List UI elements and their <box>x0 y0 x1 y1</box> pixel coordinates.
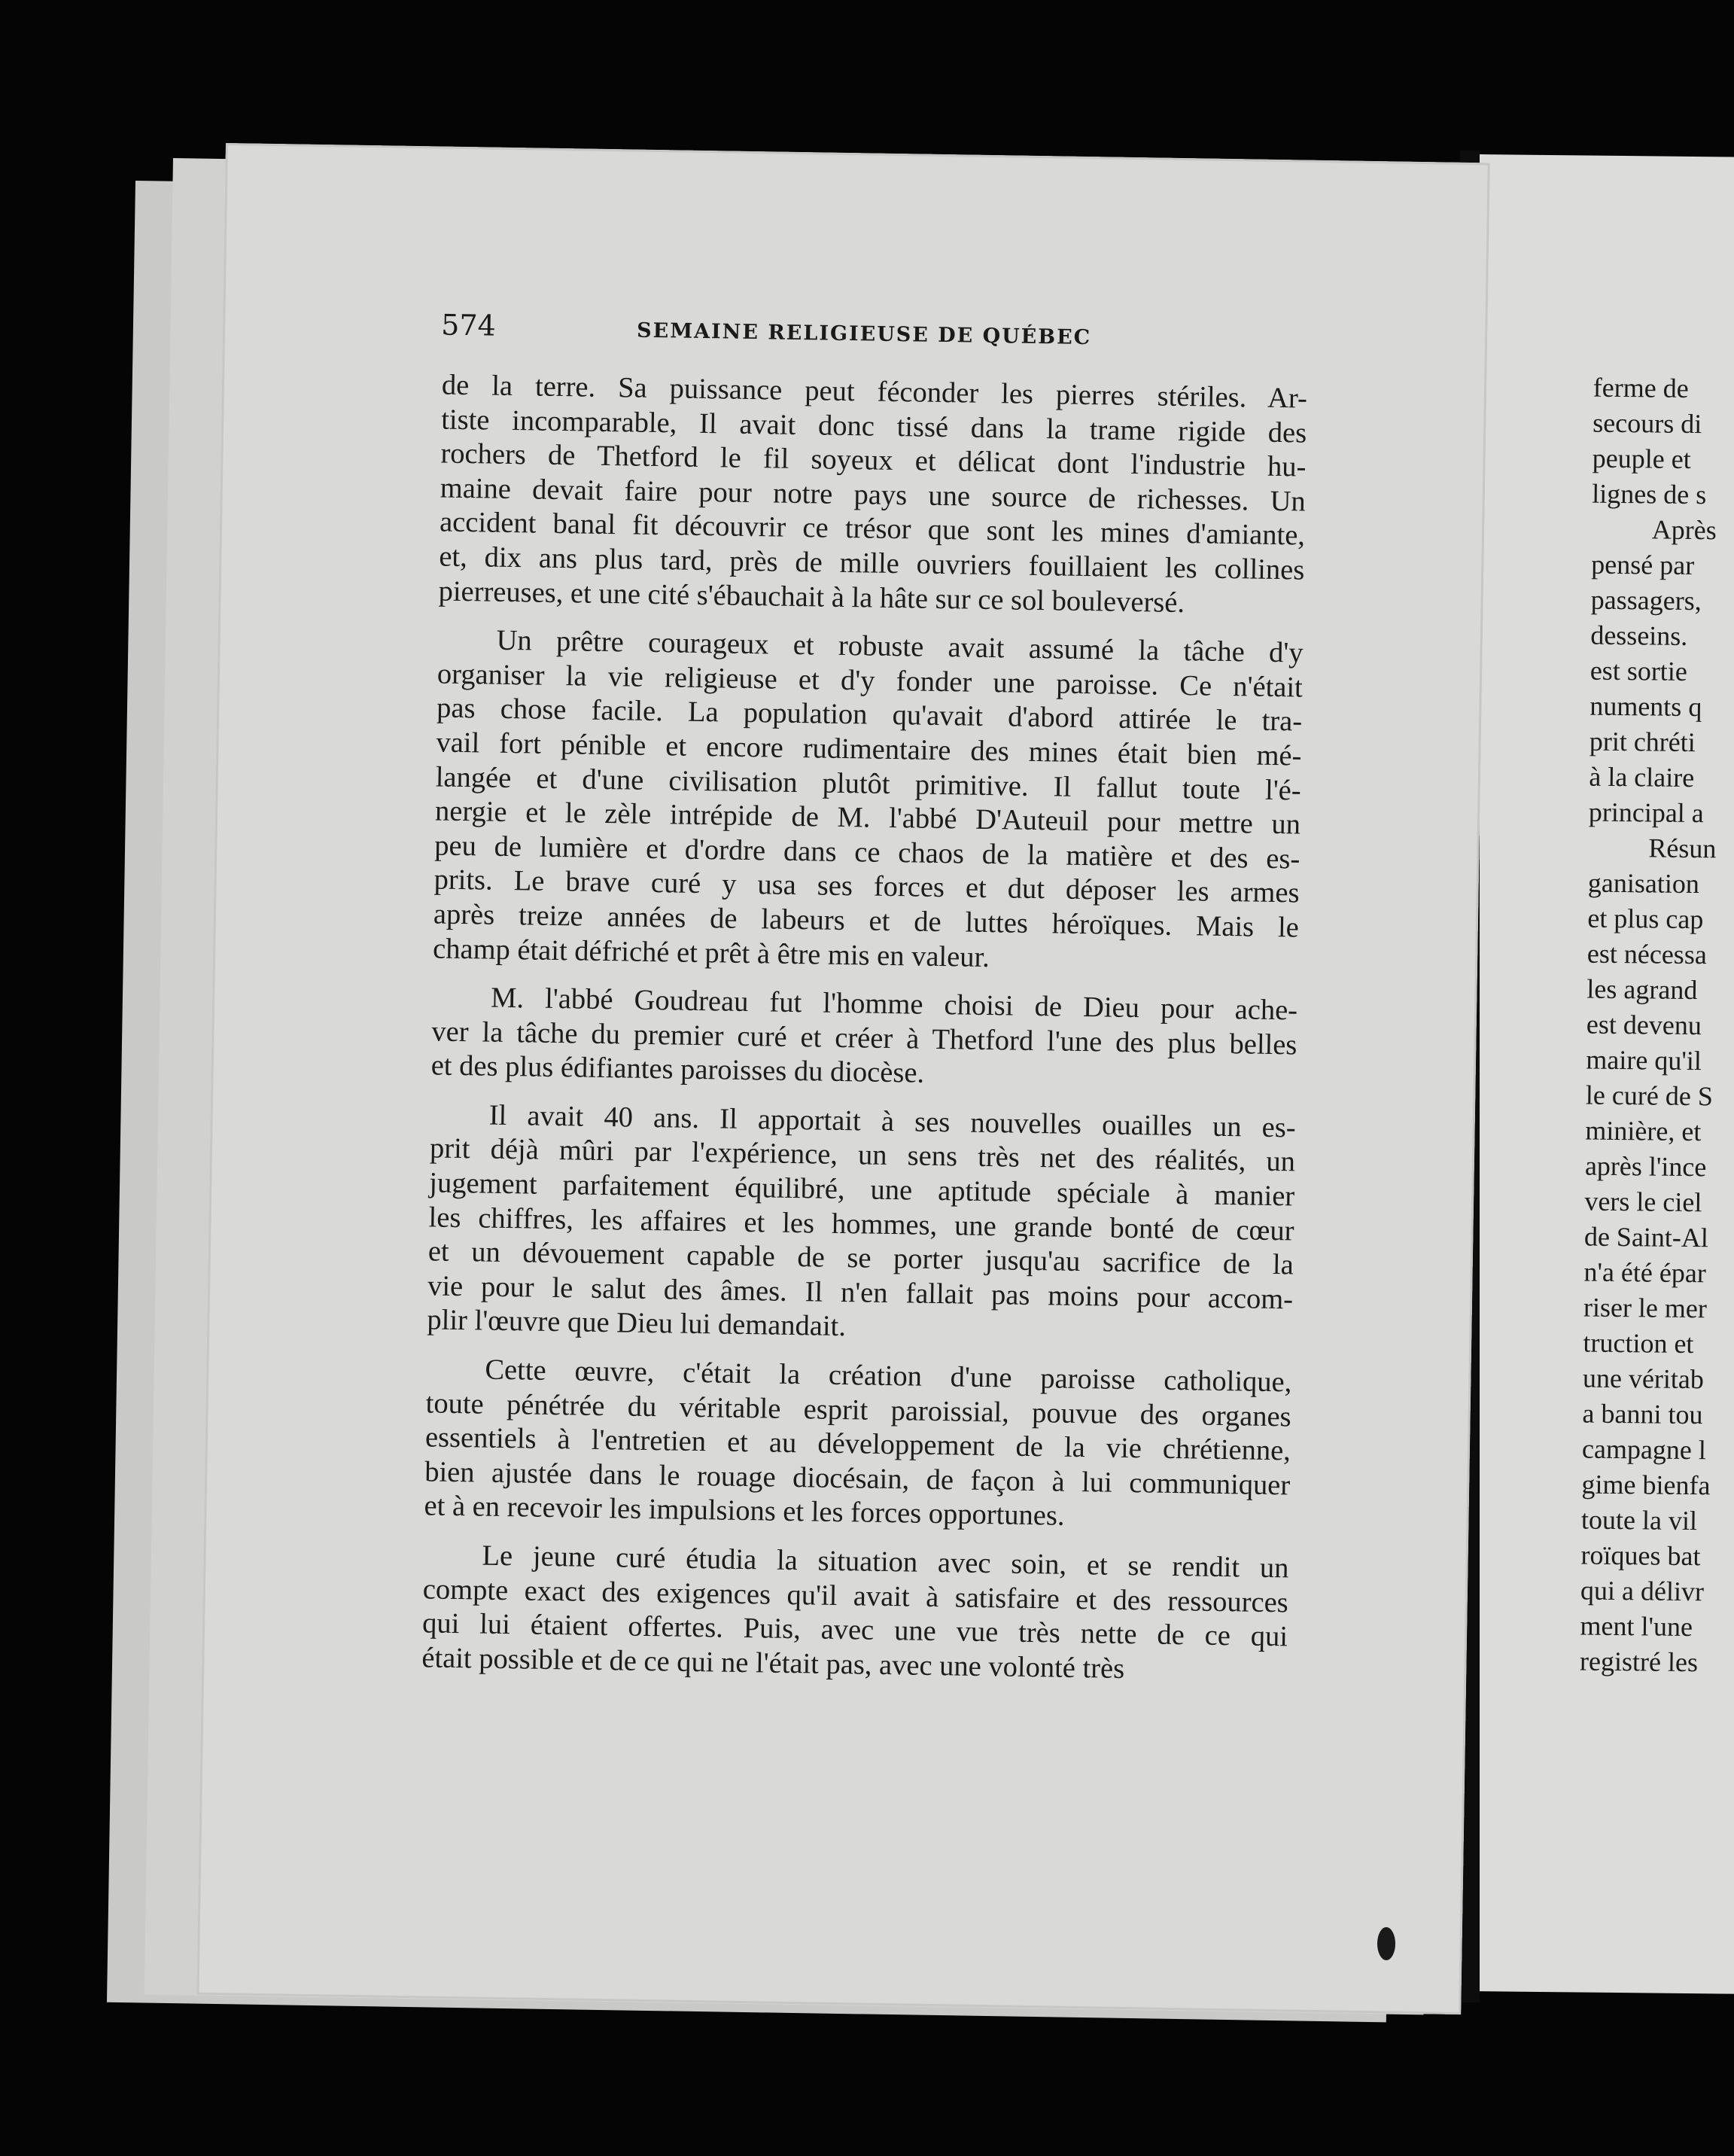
body-text <box>421 369 1307 1704</box>
text-line: prit déjà mûri par l'expérience, un sens très net des réalités, un <box>429 1132 1296 1178</box>
paragraph <box>427 1098 1296 1351</box>
text-line: n'a été épar <box>1583 1256 1707 1289</box>
text-line: est sortie <box>1590 655 1688 687</box>
right-page <box>1459 154 1734 1994</box>
text-line: jugement parfaitement équilibré, une aptitude spéciale à manier <box>429 1167 1295 1213</box>
text-line: accident banal fit découvrir ce trésor que sont les mines d'amiante, <box>439 506 1306 552</box>
text-line: gime bienfa <box>1581 1469 1711 1501</box>
text-line: maire qu'il <box>1586 1044 1702 1076</box>
text-line: essentiels à l'entretien et au développement de la vie chrétienne, <box>424 1421 1291 1467</box>
right-page-text <box>1580 370 1734 1682</box>
text-line: minière, et <box>1585 1115 1702 1147</box>
text-line: Le jeune curé étudia la situation avec soin, et se rendit un <box>482 1539 1289 1585</box>
text-line: les chiffres, les affaires et les hommes, une grande bonté de cœur <box>428 1201 1294 1247</box>
left-page <box>196 143 1489 2014</box>
paragraph <box>421 1538 1289 1689</box>
text-line: une véritab <box>1582 1363 1705 1395</box>
text-line: et des plus édifiantes paroisses du diocèse. <box>430 1049 925 1090</box>
text-line: Résun <box>1648 833 1717 864</box>
text-line: pensé par <box>1591 549 1695 581</box>
text-line: les agrand <box>1586 973 1698 1006</box>
text-line: principal a <box>1588 796 1704 829</box>
text-line: a banni tou <box>1582 1398 1703 1430</box>
page-number: 574 <box>440 308 497 343</box>
page-header <box>441 309 1307 367</box>
text-line: vail fort pénible et encore rudimentaire des mines était bien mé- <box>436 726 1302 772</box>
text-line: le curé de S <box>1585 1080 1714 1112</box>
text-line: passagers, <box>1590 584 1702 617</box>
text-line: prit chréti <box>1589 726 1696 758</box>
text-line: organiser la vie religieuse et d'y fonder une paroisse. Ce n'était <box>437 658 1304 704</box>
text-line: M. l'abbé Goudreau fut l'homme choisi de Dieu pour ache- <box>490 982 1298 1027</box>
text-line: était possible et de ce qui ne l'était pas, avec une volonté très <box>421 1642 1125 1685</box>
text-line: toute pénétrée du véritable esprit paroissial, pouvue des organes <box>425 1387 1291 1433</box>
text-line: truction et <box>1583 1327 1694 1360</box>
text-line: vers le ciel <box>1584 1186 1702 1218</box>
text-line: est devenu <box>1586 1009 1702 1041</box>
text-line: est nécessa <box>1586 938 1708 970</box>
text-line: Après <box>1651 514 1717 546</box>
text-line: pas chose facile. La population qu'avait d'abord attirée le tra- <box>436 692 1303 738</box>
text-line: ganisation <box>1587 867 1700 900</box>
text-line: toute la vil <box>1580 1504 1698 1536</box>
text-line: nergie et le zèle intrépide de M. l'abbé D'Auteuil pour mettre un <box>434 795 1301 841</box>
text-line: champ était défriché et prêt à être mis en valeur. <box>432 932 990 973</box>
paragraph <box>438 369 1307 623</box>
text-line: riser le mer <box>1583 1292 1708 1324</box>
paragraph <box>433 623 1304 980</box>
text-line: Un prêtre courageux et robuste avait assumé la tâche d'y <box>496 624 1304 669</box>
text-line: tiste incomparable, Il avait donc tissé dans la trame rigide des <box>440 403 1307 449</box>
text-line: de Saint-Al <box>1583 1221 1709 1253</box>
text-line: à la claire <box>1589 761 1695 793</box>
text-line: Cette œuvre, c'était la création d'une paroisse catholique, <box>485 1354 1292 1399</box>
text-line: peuple et <box>1592 443 1691 474</box>
text-line: compte exact des exigences qu'il avait à satisfaire et des ressources <box>422 1573 1289 1619</box>
text-line: de la terre. Sa puissance peut féconder les pierres stériles. Ar- <box>441 369 1308 415</box>
paragraph <box>430 981 1297 1098</box>
text-line: registré les <box>1579 1646 1699 1678</box>
text-line: rochers de Thetford le fil soyeux et délicat dont l'industrie hu- <box>440 437 1307 483</box>
text-line: plir l'œuvre que Dieu lui demandait. <box>427 1304 847 1343</box>
text-line: roïques bat <box>1580 1539 1701 1572</box>
paragraph <box>424 1352 1291 1537</box>
text-line: qui lui étaient offertes. Puis, avec une vue très nette de ce qui <box>421 1607 1288 1653</box>
text-line: et un dévouement capable de se porter jusqu'au sacrifice de la <box>427 1235 1294 1281</box>
text-line: desseins. <box>1590 620 1688 651</box>
text-line: bien ajustée dans le rouage diocésain, de façon à lui communiquer <box>424 1456 1291 1502</box>
running-head: SEMAINE RELIGIEUSE DE QUÉBEC <box>636 318 1092 350</box>
text-line: numents q <box>1590 690 1702 723</box>
text-line: qui a délivr <box>1580 1575 1705 1607</box>
text-line: pierreuses, et une cité s'ébauchait à la hâte sur ce sol bouleversé. <box>438 575 1185 619</box>
text-line: et, dix ans plus tard, près de mille ouvriers fouillaient les collines <box>439 541 1305 586</box>
ink-blot <box>1377 1927 1395 1960</box>
text-line: ver la tâche du premier curé et créer à Thetford l'une des plus belles <box>431 1016 1297 1061</box>
text-line: langée et d'une civilisation plutôt primitive. Il fallut toute l'é- <box>435 761 1301 807</box>
text-line: Il avait 40 ans. Il apportait à ses nouvelles ouailles un es- <box>488 1099 1296 1144</box>
text-line: peu de lumière et d'ordre dans ce chaos de la matière et des es- <box>434 830 1300 875</box>
text-line: après l'ince <box>1584 1150 1707 1183</box>
text-line: campagne l <box>1581 1433 1707 1466</box>
text-line: lignes de s <box>1592 478 1707 510</box>
text-line: secours di <box>1593 407 1702 440</box>
text-line: et à en recevoir les impulsions et les forces opportunes. <box>424 1490 1065 1533</box>
text-line: ment l'une <box>1580 1610 1693 1643</box>
text-line: vie pour le salut des âmes. Il n'en fallait pas moins pour accom- <box>427 1270 1294 1316</box>
text-line: maine devait faire pour notre pays une source de richesses. Un <box>440 472 1307 518</box>
text-line: ferme de <box>1593 372 1689 403</box>
text-line: et plus cap <box>1587 903 1704 935</box>
text-line: après treize années de labeurs et de luttes héroïques. Mais le <box>433 898 1300 944</box>
text-line: prits. Le brave curé y usa ses forces et dut déposer les armes <box>434 863 1300 909</box>
